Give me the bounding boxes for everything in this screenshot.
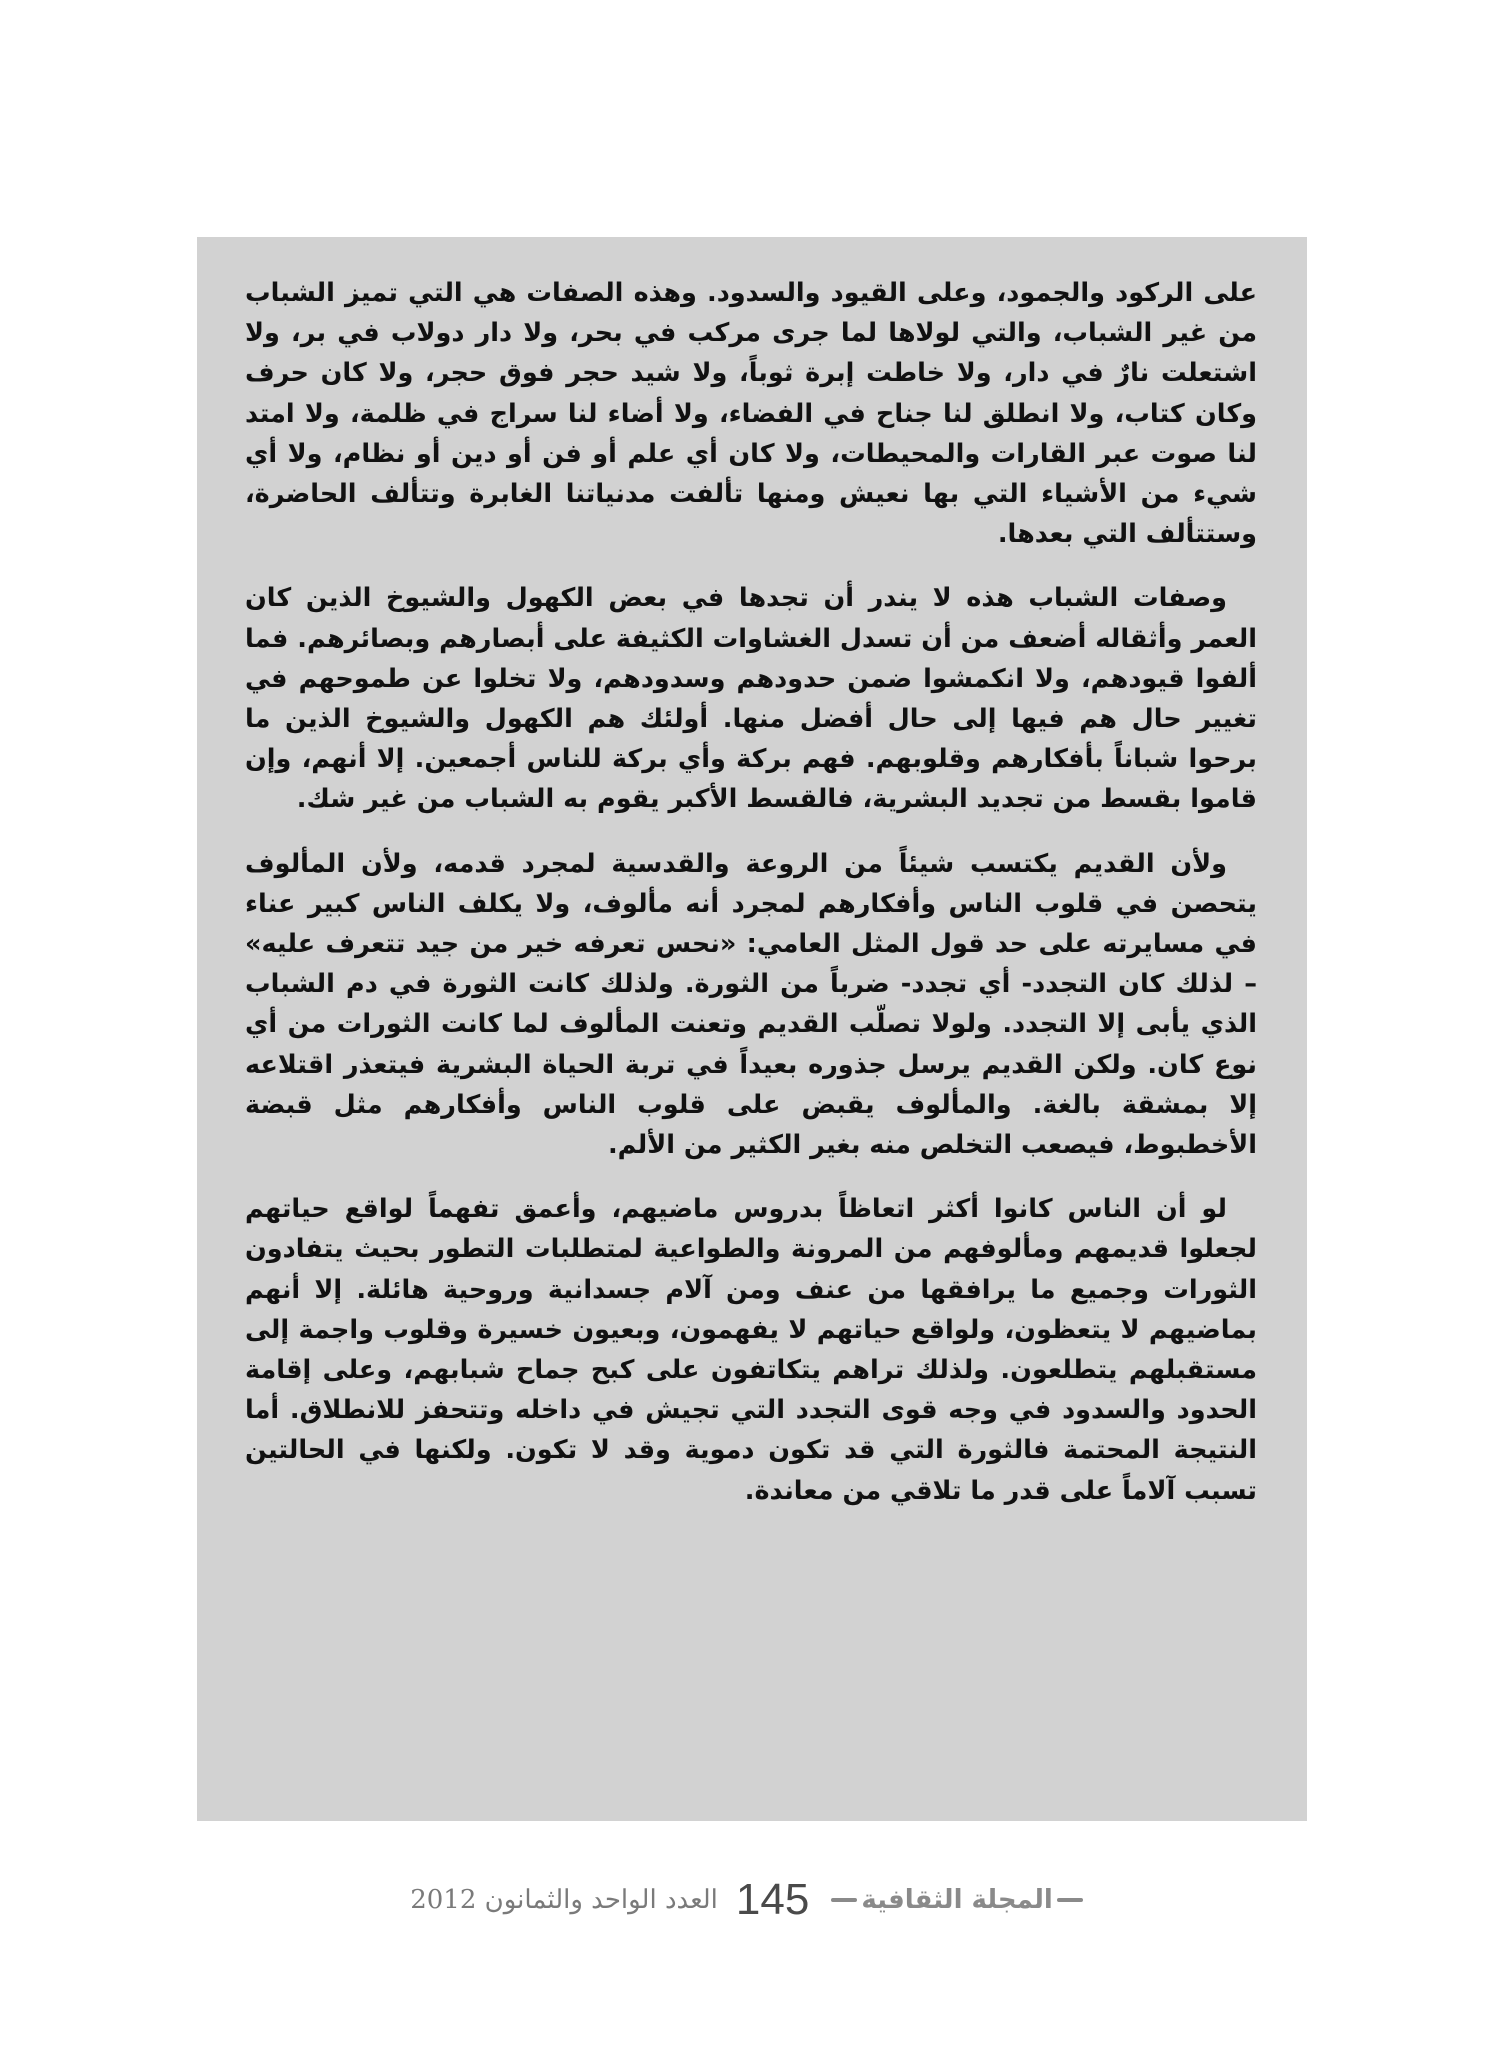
article-paragraph-3: ولأن القديم يكتسب شيئاً من الروعة والقدسية لمجرد قدمه، ولأن المألوف يتحصن في قلوب الناس وأفكارهم لمجرد أنه مألوف، ولا يكلف الناس كبير عناء في مسايرته على حد قول المثل العامي: «نحس تعرفه خير من جيد تتعرف عليه» – لذلك كان التجدد- أي تجدد- ضرباً من الثورة. ولذلك كانت الثورة في دم الشباب الذي يأبى إلا التجدد. ولولا تصلّب القديم وتعنت المألوف لما كانت الثورات من أي نوع كان. ولكن القديم يرسل جذوره بعيداً في تربة الحياة البشرية فيتعذر اقتلاعه إلا بمشقة بالغة. والمألوف يقبض على قلوب الناس وأفكارهم مثل قبضة الأخطبوط، فيصعب التخلص منه بغير الكثير من الألم. [245,848,1257,1161]
page-number: 145 [735,1875,810,1924]
issue-label: العدد الواحد والثمانون 2012 [410,1885,718,1915]
article-paragraph-1: على الركود والجمود، وعلى القيود والسدود. وهذه الصفات هي التي تميز الشباب من غير الشباب، والتي لولاها لما جرى مركب في بحر، ولا دار دولاب في بر، ولا اشتعلت نارٌ في دار، ولا خاطت إبرة ثوباً، ولا شيد حجر فوق حجر، ولا كان حرف وكان كتاب، ولا انطلق لنا جناح في الفضاء، ولا أضاء لنا سراج في ظلمة، ولا امتد لنا صوت عبر القارات والمحيطات، ولا كان أي علم أو فن أو دين أو نظام، ولا أي شيء من الأشياء التي بها نعيش ومنها تألفت مدنياتنا الغابرة وتتألف الحاضرة، وستتألف التي بعدها. [245,278,1257,550]
page-footer [0,1875,1497,1925]
magazine-brand [827,1885,1086,1915]
article-paragraph-4: لو أن الناس كانوا أكثر اتعاظاً بدروس ماضيهم، وأعمق تفهماً لواقع حياتهم لجعلوا قديمهم ومألوفهم من المرونة والطواعية لمتطلبات التطور بحيث يتفادون الثورات وجميع ما يرافقها من عنف ومن آلام جسدانية وروحية هائلة. إلا أنهم بماضيهم لا يتعظون، ولواقع حياتهم لا يفهمون، وبعيون خسيرة وقلوب واجمة إلى مستقبلهم يتطلعون. ولذلك تراهم يتكاتفون على كبح جماح شبابهم، وعلى إقامة الحدود والسدود في وجه قوى التجدد التي تجيش في داخله وتتحفز للانطلاق. أما النتيجة المحتمة فالثورة التي قد تكون دموية وقد لا تكون. ولكنها في الحالتين تسبب آلاماً على قدر ما تلاقي من معاندة. [245,1194,1257,1506]
article-text-box [197,237,1307,1821]
magazine-brand-text: المجلة الثقافية [861,1885,1053,1915]
brand-swash-left [831,1898,857,1902]
article-paragraph-2: وصفات الشباب هذه لا يندر أن تجدها في بعض الكهول والشيوخ الذين كان العمر وأثقاله أضعف من أن تسدل الغشاوات الكثيفة على أبصارهم وبصائرهم. فما ألفوا قيودهم، ولا انكمشوا ضمن حدودهم وسدودهم، ولا تخلوا عن طموحهم في تغيير حال هم فيها إلى حال أفضل منها. أولئك هم الكهول والشيوخ الذين ما برحوا شباناً بأفكارهم وقلوبهم. فهم بركة وأي بركة للناس أجمعين. إلا أنهم، وإن قاموا بقسط من تجديد البشرية، فالقسط الأكبر يقوم به الشباب من غير شك. [245,583,1257,815]
brand-swash-right [1057,1898,1083,1902]
